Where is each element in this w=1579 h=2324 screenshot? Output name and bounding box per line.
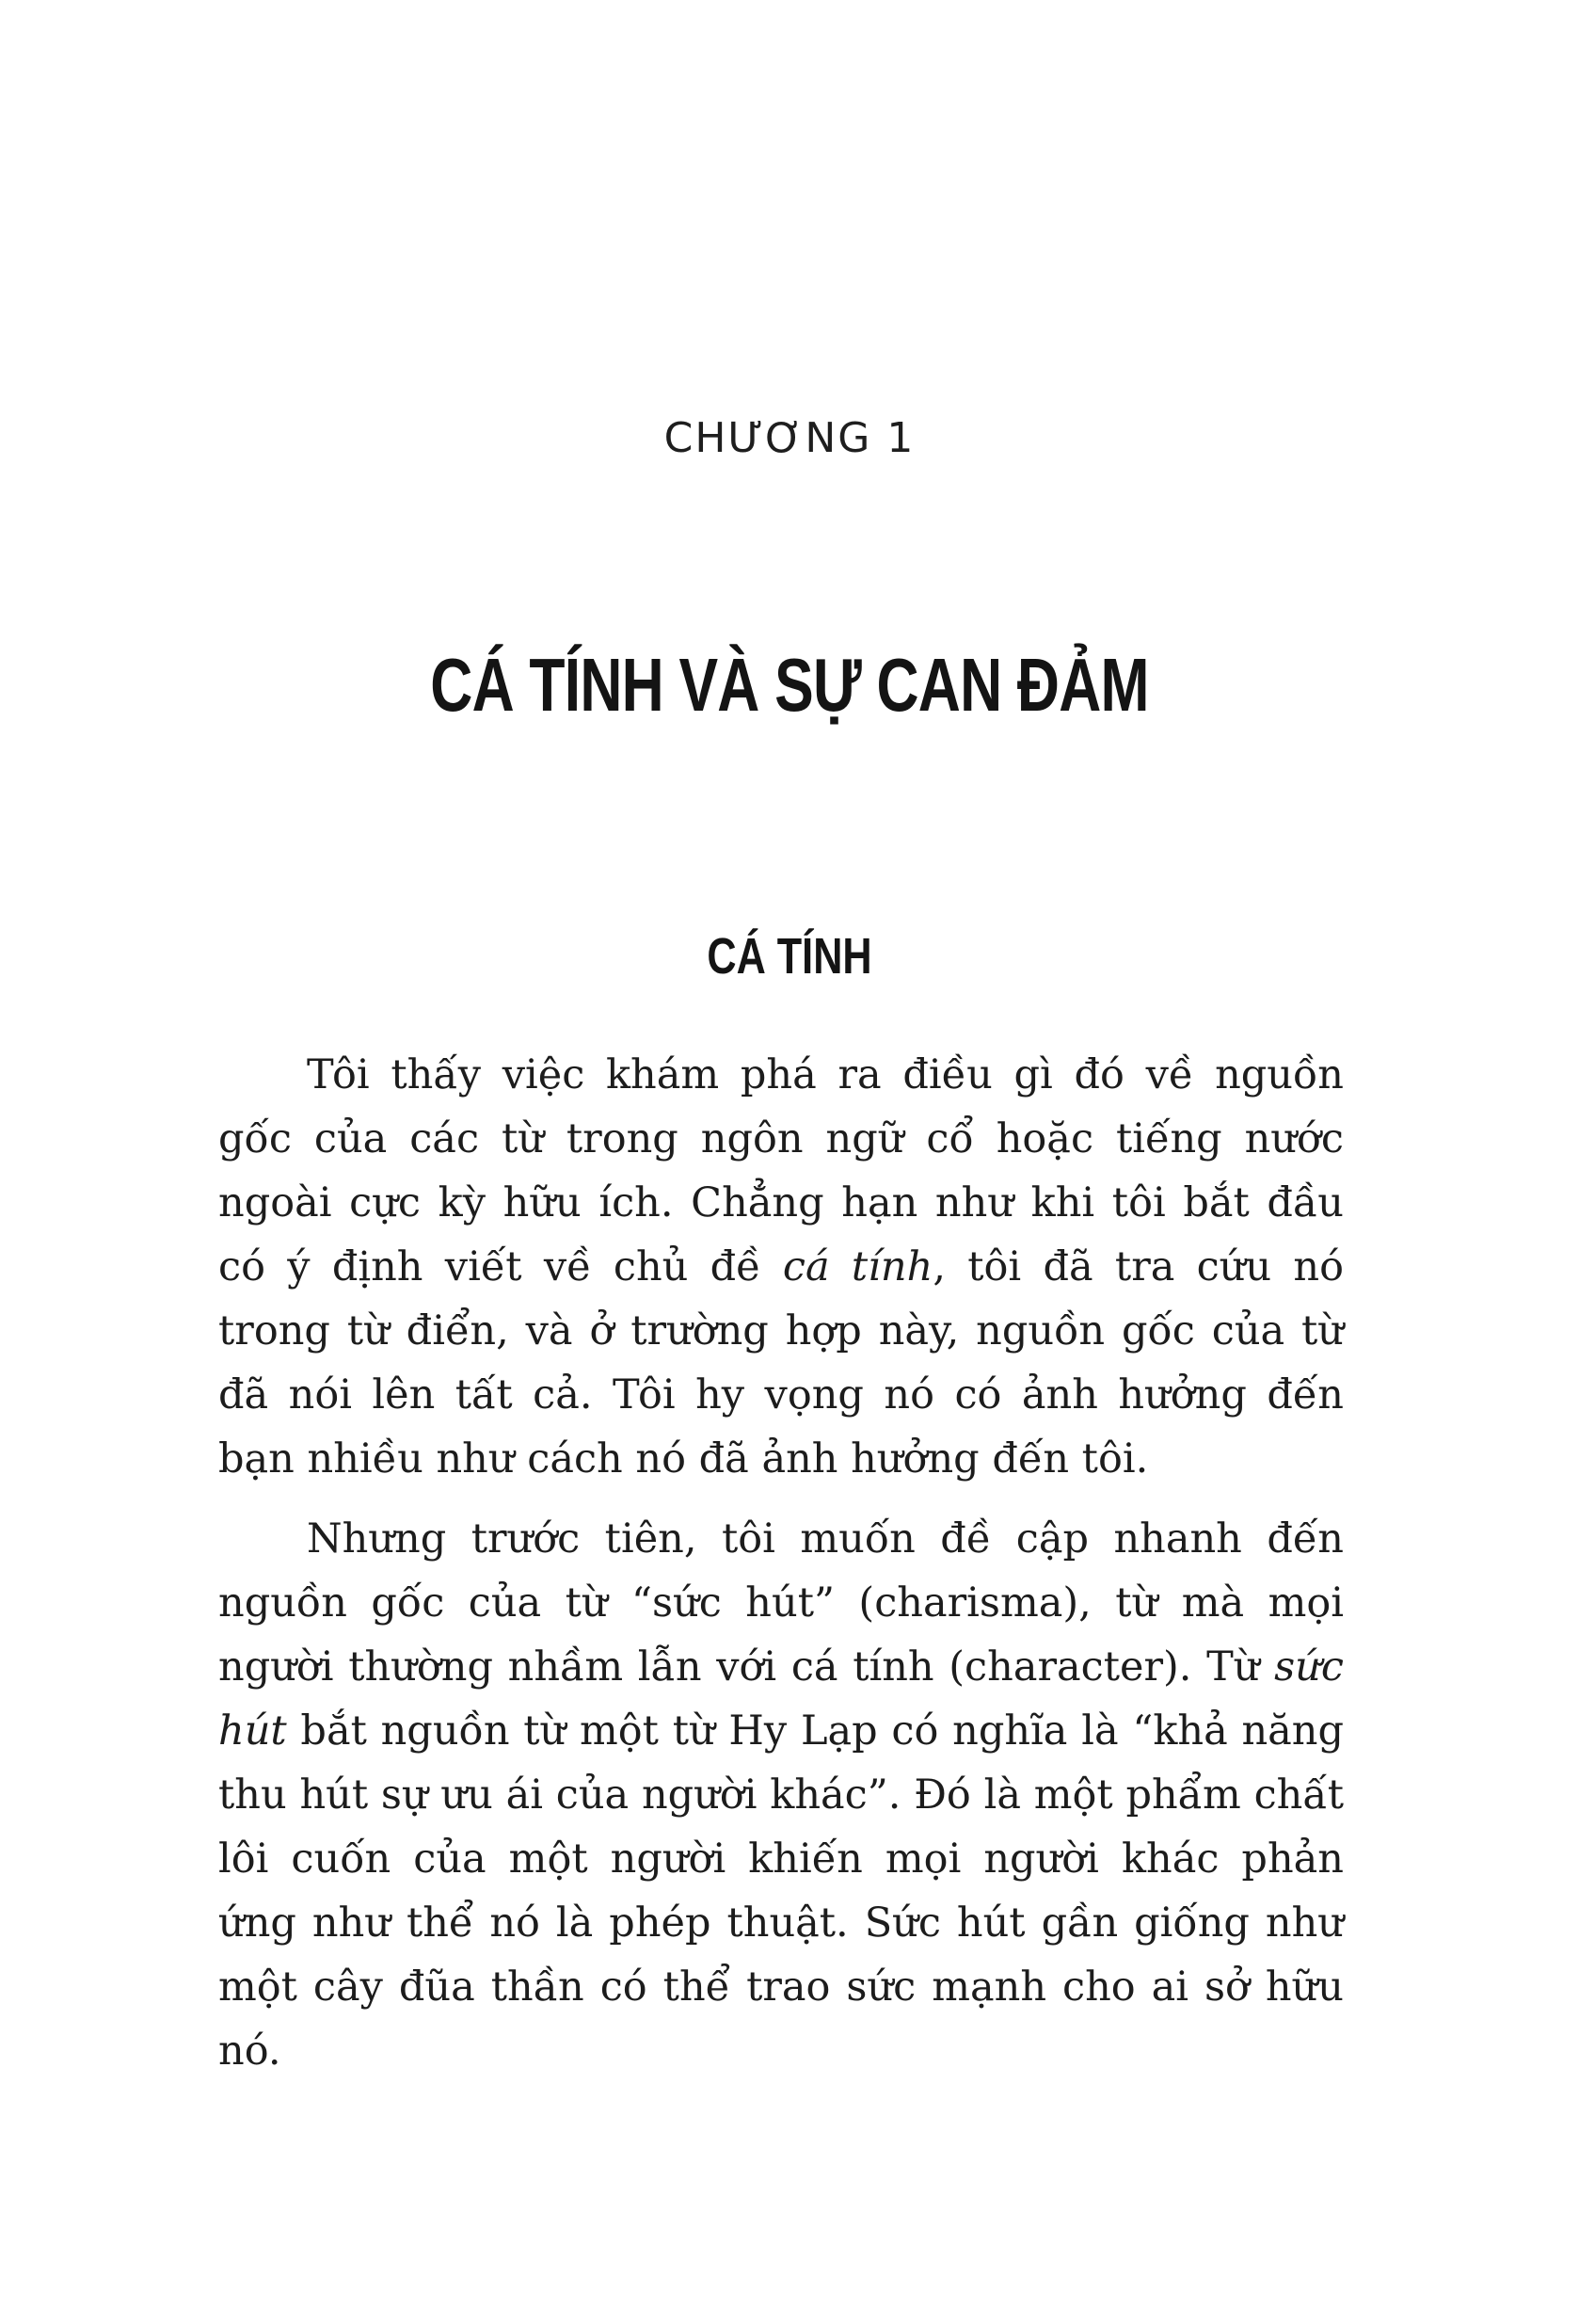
italic-term: sức hút — [218, 1643, 1344, 1755]
paragraph-text: Nhưng trước tiên, tôi muốn đề cập nhanh đến nguồn gốc của từ “sức hút” (charisma), từ mà mọi người thường nhầm lẫn với cá tính (character). Từ — [218, 1515, 1344, 1691]
body-text — [218, 1043, 1344, 2099]
italic-term: cá tính — [782, 1243, 933, 1290]
section-heading: CÁ TÍNH — [707, 928, 872, 985]
paragraph-text: Tôi thấy việc khám phá ra điều gì đó về nguồn gốc của các từ trong ngôn ngữ cổ hoặc tiếng nước ngoài cực kỳ hữu ích. Chẳng hạn như khi tôi bắt đầu có ý định viết về chủ đề — [218, 1051, 1344, 1290]
chapter-title: CÁ TÍNH VÀ SỰ CAN ĐẢM — [430, 643, 1149, 727]
paragraph — [218, 1507, 1344, 2083]
paragraph — [218, 1043, 1344, 1491]
paragraph-text: , tôi đã tra cứu nó trong từ điển, và ở trường hợp này, nguồn gốc của từ đã nói lên tất cả. Tôi hy vọng nó có ảnh hưởng đến bạn nhiều như cách nó đã ảnh hưởng đến tôi. — [218, 1243, 1344, 1483]
paragraph-text: bắt nguồn từ một từ Hy Lạp có nghĩa là “khả năng thu hút sự ưu ái của người khác”. Đó là một phẩm chất lôi cuốn của một người khiến mọi người khác phản ứng như thể nó là phép thuật. Sức hút gần giống như một cây đũa thần có thể trao sức mạnh cho ai sở hữu nó. — [218, 1707, 1344, 2075]
chapter-label: CHƯƠNG 1 — [663, 414, 916, 462]
